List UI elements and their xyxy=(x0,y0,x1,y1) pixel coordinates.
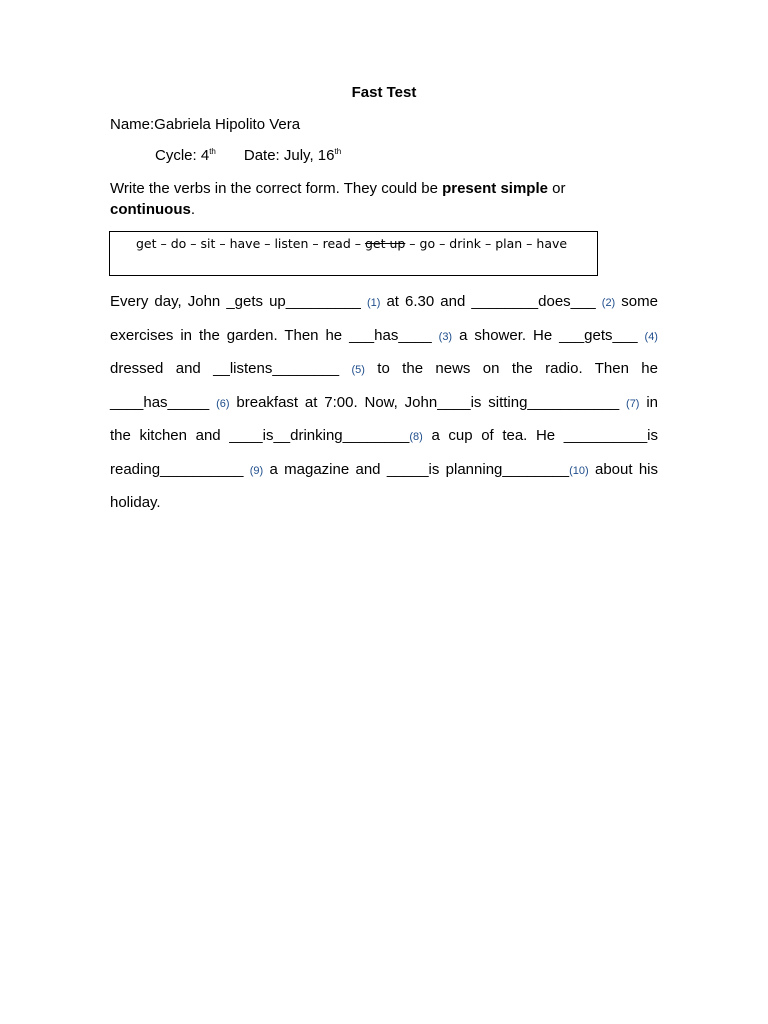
blank-number: (9) xyxy=(249,464,264,477)
word-bank-text-before: get – do – sit – have – listen – read – xyxy=(136,236,365,251)
exercise-text: Every day, John _gets up_________ xyxy=(110,293,367,310)
cycle-date-line xyxy=(155,147,341,164)
exercise-text: holiday. xyxy=(110,494,161,511)
page-title: Fast Test xyxy=(351,84,417,101)
exercise-text: at 6.30 and ________does___ xyxy=(380,293,602,310)
exercise-text: reading__________ xyxy=(110,460,250,478)
blank-number: (6) xyxy=(216,397,230,410)
exercise-line xyxy=(110,393,658,427)
instructions-text-2: or xyxy=(547,180,566,197)
cycle-label: Cycle: 4 xyxy=(155,147,210,164)
exercise-line xyxy=(110,292,658,326)
blank-number: (8) xyxy=(409,431,423,443)
blank-number: (2) xyxy=(601,297,616,309)
exercise-line xyxy=(110,359,658,393)
instructions xyxy=(110,178,670,220)
exercise-text: ____has_____ xyxy=(110,393,217,411)
student-name: Name:Gabriela Hipolito Vera xyxy=(110,116,301,133)
blank-number: (1) xyxy=(366,297,381,309)
exercise-text: breakfast at 7:00. Now, John____is sitting___________ xyxy=(229,393,627,411)
word-bank-box xyxy=(109,231,598,276)
exercise-text: about his xyxy=(588,460,658,478)
blank-number: (10) xyxy=(569,464,589,477)
blank-number: (3) xyxy=(438,330,453,343)
word-bank-text-after: – go – drink – plan – have xyxy=(405,236,568,251)
exercise-line xyxy=(110,493,658,527)
exercise-text: a cup of tea. He __________is xyxy=(422,427,658,444)
blank-number: (5) xyxy=(351,364,365,376)
exercise-text: to the news on the radio. Then he xyxy=(364,360,658,377)
exercise-line xyxy=(110,426,658,460)
exercise-line xyxy=(110,326,658,360)
blank-number: (7) xyxy=(626,397,640,410)
exercise-text: the kitchen and ____is__drinking________ xyxy=(110,427,410,444)
exercise-line xyxy=(110,460,658,494)
blank-number: (4) xyxy=(644,330,658,343)
date-superscript: th xyxy=(334,147,342,156)
instructions-bold-1: present simple xyxy=(442,180,548,197)
word-bank-struck-word: get up xyxy=(364,236,406,251)
exercise-text: some xyxy=(615,293,658,310)
exercise-text: a shower. He ___gets___ xyxy=(452,326,645,344)
instructions-bold-2: continuous xyxy=(110,201,191,218)
cycle-superscript: th xyxy=(209,147,216,156)
exercise-text: exercises in the garden. Then he ___has____ xyxy=(110,326,439,344)
exercise-text: a magazine and _____is planning________ xyxy=(263,460,570,478)
instructions-text-1: Write the verbs in the correct form. They could be xyxy=(110,180,443,197)
exercise-paragraph xyxy=(110,292,658,527)
exercise-text: dressed and __listens________ xyxy=(110,360,352,377)
date-label: Date: July, 16 xyxy=(243,147,335,164)
instructions-text-3: . xyxy=(190,201,195,218)
exercise-text: in xyxy=(639,393,658,411)
